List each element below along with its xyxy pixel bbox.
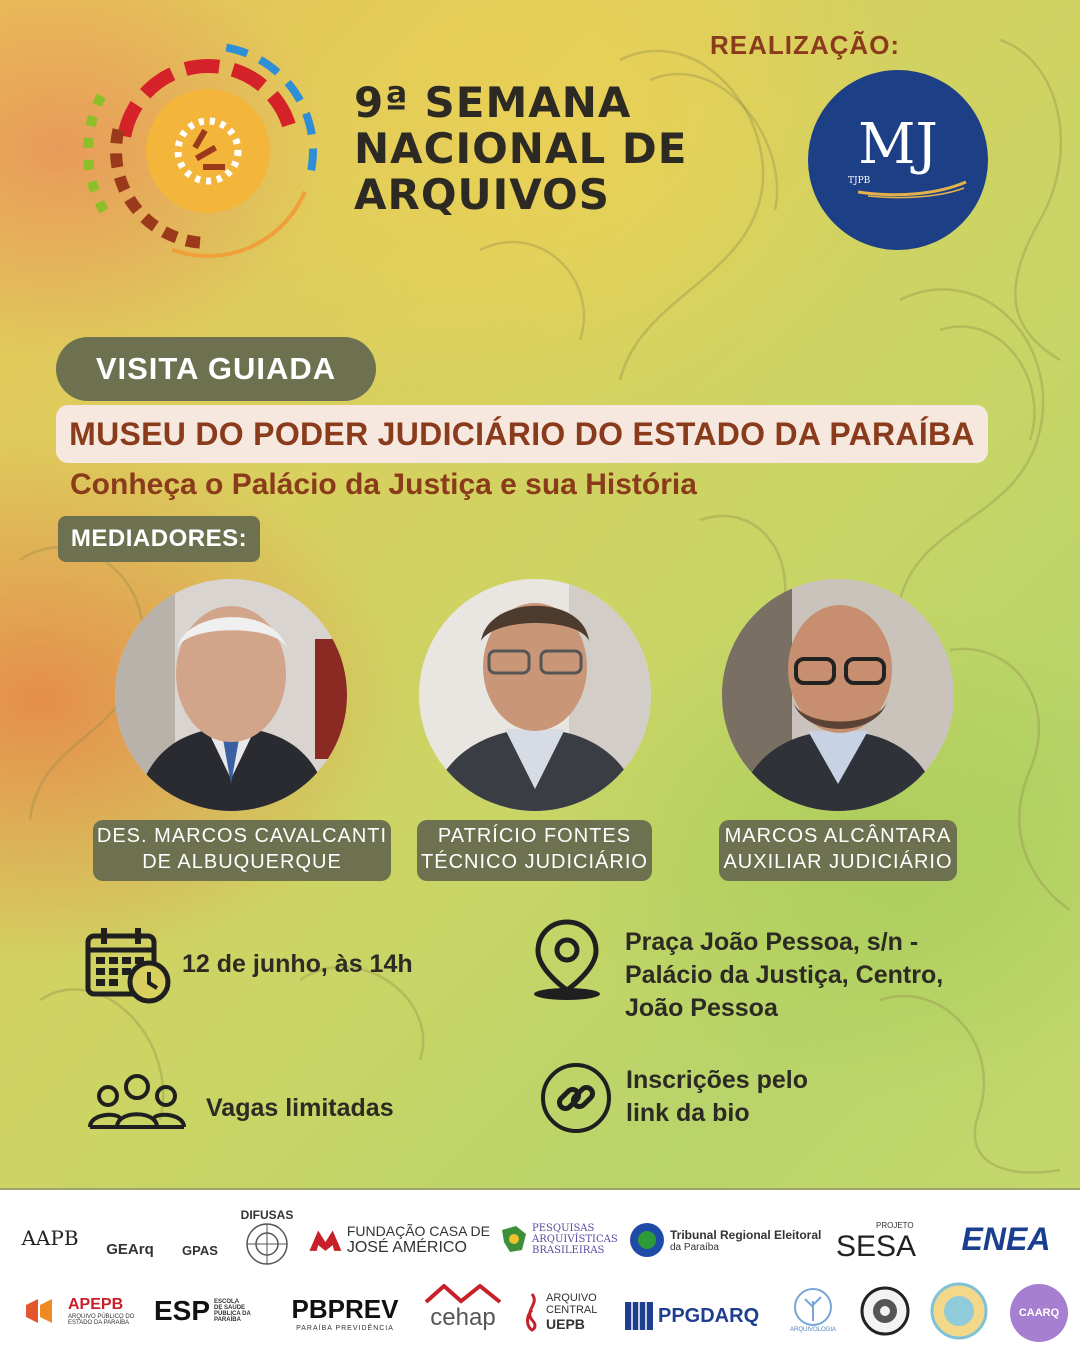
mediator-photo-1 — [115, 579, 347, 811]
event-title-line-2: NACIONAL DE — [354, 124, 688, 173]
pbprev-logo: PBPREV PARAÍBA PREVIDÊNCIA — [291, 1294, 399, 1332]
event-title-line-1: 9ª SEMANA — [354, 78, 632, 127]
address-line-2: Palácio da Justiça, Centro, — [625, 961, 944, 989]
link-icon — [540, 1062, 612, 1134]
difusas-web-icon — [245, 1222, 289, 1266]
mediator-1-name-cont: DE ALBUQUERQUE — [142, 851, 342, 873]
realizacao-label: REALIZAÇÃO: — [710, 30, 901, 60]
enea-logo: ENEA — [961, 1220, 1051, 1257]
mediator-caption-2 — [417, 820, 652, 881]
gpas-logo: GPAS — [182, 1242, 218, 1258]
museum-title: MUSEU DO PODER JUDICIÁRIO DO ESTADO DA PARAÍBA — [56, 405, 988, 463]
arquivo-central-flame — [522, 1292, 542, 1332]
seal-logo — [860, 1286, 910, 1336]
organizer-logo-text: MJ — [858, 112, 938, 177]
sponsors-bar — [0, 1190, 1080, 1350]
cehap-logo: cehap — [418, 1280, 508, 1336]
esp-logo: ESP ESCOLA DE SAÚDE PÚBLICA DA PARAÍBA — [154, 1295, 251, 1326]
gearq-logo: GEArq — [106, 1240, 154, 1258]
address-line-1: Praça João Pessoa, s/n - — [625, 928, 919, 956]
mediator-3-name: MARCOS ALCÂNTARA — [724, 825, 952, 847]
mediator-photo-2 — [419, 579, 651, 811]
event-title-line-3: ARQUIVOS — [354, 170, 611, 219]
brazil-map-icon — [496, 1222, 530, 1256]
arquivo-central-logo: ARQUIVO CENTRAL UEPB — [522, 1286, 612, 1338]
location-pin-icon — [530, 918, 604, 1004]
aapb-logo: AAPB — [21, 1226, 79, 1250]
mediator-1-name: DES. MARCOS CAVALCANTI — [96, 825, 388, 847]
event-logo — [20, 28, 330, 278]
registration-text — [626, 1064, 808, 1130]
subtitle: Conheça o Palácio da Justiça e sua História — [70, 468, 697, 501]
visita-guiada-badge: VISITA GUIADA — [56, 337, 376, 401]
cehap-roof — [424, 1284, 502, 1304]
arquivologia-logo: ARQUIVOLOGIA — [782, 1280, 844, 1340]
fundacao-casa-logo: FUNDAÇÃO CASA DE JOSÉ AMÉRICO — [308, 1220, 490, 1260]
calendar-clock-icon — [85, 926, 175, 1004]
mediator-photo-3 — [722, 579, 954, 811]
mediator-caption-3 — [719, 820, 957, 881]
ppgdarq-grid — [624, 1301, 654, 1331]
estudantes-badge-logo — [930, 1282, 988, 1340]
fundacao-casa-mark — [308, 1223, 343, 1257]
ppgdarq-logo: PPGDARQ — [624, 1296, 772, 1336]
mediator-2-name: PATRÍCIO FONTES — [437, 825, 632, 847]
arquivologia-tree-icon — [793, 1287, 833, 1327]
event-address — [625, 926, 943, 1025]
apepb-logo: APEPB ARQUIVO PÚBLICO DO ESTADO DA PARAÍBA — [24, 1290, 144, 1332]
registration-line-2: link da bio — [626, 1099, 750, 1127]
group-people-icon — [86, 1072, 188, 1130]
organizer-logo-subtext: TJPB — [848, 176, 871, 186]
mediators-label: MEDIADORES: — [58, 516, 260, 562]
mediator-caption-1 — [93, 820, 391, 881]
tre-emblem — [628, 1221, 666, 1259]
registration-line-1: Inscrições pelo — [626, 1066, 809, 1094]
vacancies-text: Vagas limitadas — [206, 1094, 394, 1122]
apepb-mark — [24, 1297, 64, 1325]
pesquisas-logo: PESQUISAS ARQUIVÍSTICAS BRASILEIRAS — [496, 1214, 626, 1264]
mediator-3-role: AUXILIAR JUDICIÁRIO — [723, 851, 953, 873]
organizer-logo-swoosh — [858, 178, 968, 200]
tre-logo: Tribunal Regional Eleitoral da Paraíba — [628, 1220, 834, 1260]
event-date: 12 de junho, às 14h — [182, 950, 413, 978]
sesa-logo: PROJETO SESA — [836, 1220, 917, 1263]
difusas-logo: DIFUSAS — [232, 1208, 302, 1274]
mediator-2-role: TÉCNICO JUDICIÁRIO — [421, 851, 648, 873]
event-title — [354, 78, 688, 219]
address-line-3: João Pessoa — [625, 994, 778, 1022]
caarq-logo: CAARQ — [1010, 1284, 1068, 1342]
